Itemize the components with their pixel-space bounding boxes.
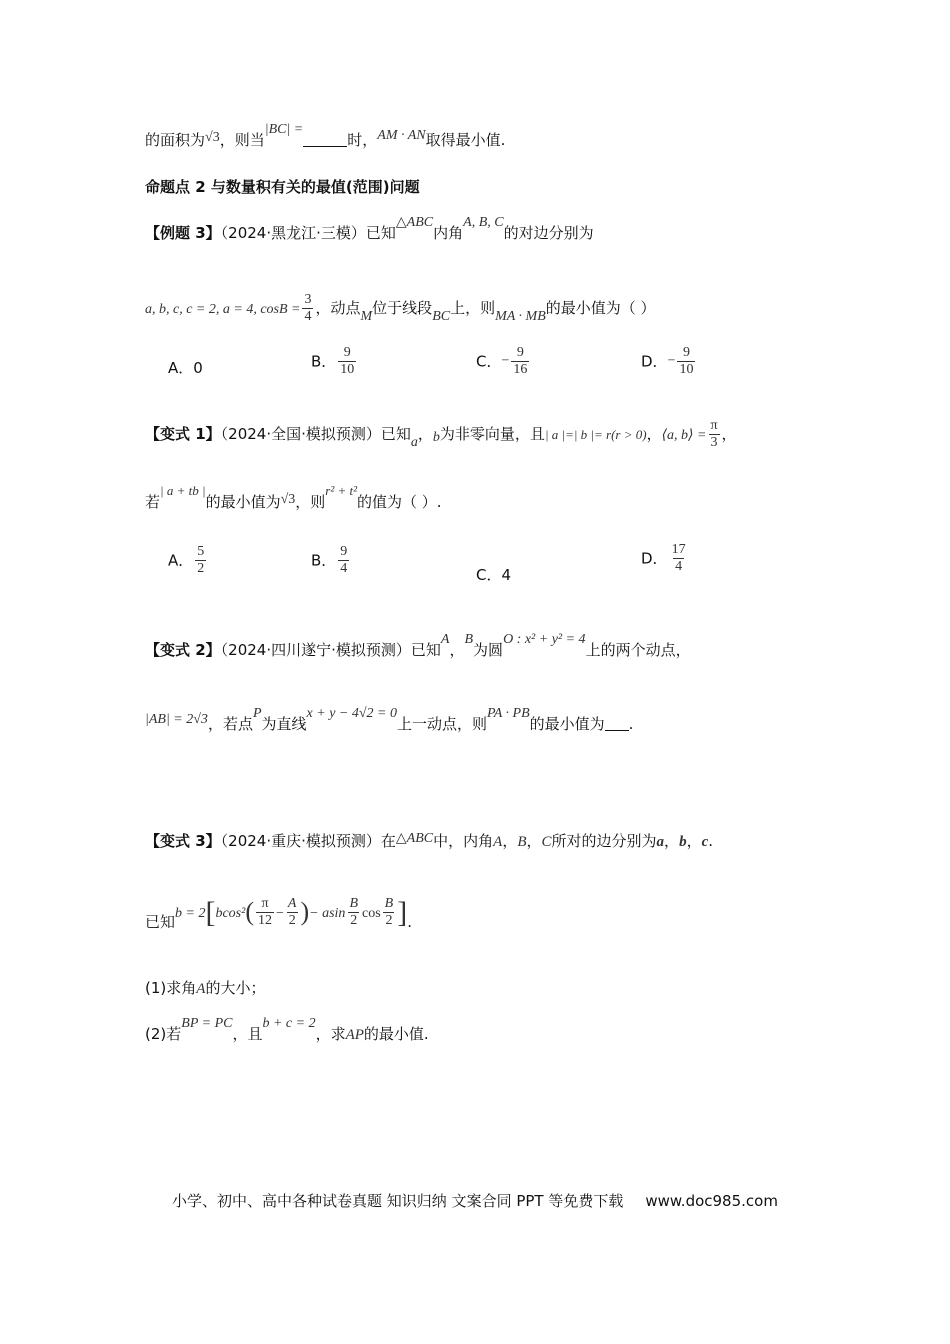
option-label: B．	[311, 551, 337, 570]
option-label: A．	[168, 551, 194, 570]
math-triangle: △ABC	[395, 831, 434, 846]
option-label: B．	[311, 352, 337, 371]
variant-3-question-2	[145, 1016, 429, 1048]
option-a[interactable]	[168, 356, 203, 380]
option-b[interactable]	[311, 345, 358, 378]
math-a-plus-tb: | a + tb |	[160, 483, 206, 498]
frac-num: 17	[671, 542, 686, 557]
math-circle: O : x² + y² = 4	[503, 632, 586, 647]
right-paren-icon: )	[300, 897, 310, 926]
variant-label: 【变式 2】	[145, 641, 221, 659]
frac-den: 4	[675, 559, 683, 574]
text: 已知	[380, 425, 411, 443]
frac-num: π	[261, 896, 269, 911]
option-b[interactable]	[311, 544, 351, 577]
math-line-equation: x + y − 4√2 = 0	[306, 706, 397, 721]
text: 的对边分别为	[503, 224, 594, 242]
example-3-line2	[145, 292, 656, 325]
page-footer	[0, 1190, 950, 1211]
option-fraction	[338, 544, 349, 577]
math-M: M	[360, 309, 373, 324]
frac-den: 10	[679, 362, 694, 377]
text: ，	[664, 832, 680, 850]
text: ，且	[232, 1025, 263, 1043]
text: 为非零向量，且	[439, 425, 545, 443]
option-d[interactable]	[641, 542, 690, 575]
text: 的最小值.	[363, 1025, 429, 1043]
answer-blank	[605, 714, 629, 731]
frac-num: 3	[304, 292, 312, 307]
variant-1-line1	[145, 418, 737, 451]
frac-den: 2	[385, 913, 393, 928]
option-label: C．4	[476, 566, 512, 584]
section-title: 命题点 2 与数量积有关的最值(范围)问题	[145, 178, 420, 196]
text: ，	[721, 425, 737, 443]
variant-3-line1	[145, 829, 713, 855]
question-label: (1)	[145, 979, 167, 997]
math-B: B	[517, 834, 527, 850]
variant-2-line1	[145, 632, 691, 664]
text: 为直线	[261, 715, 307, 733]
option-fraction	[670, 542, 688, 575]
source: （2024·重庆·模拟预测）	[220, 832, 381, 850]
text: ，则	[295, 493, 326, 511]
frac-den: 2	[350, 913, 358, 928]
math-condition: a, b, c, c = 2, a = 4, cosB =	[145, 302, 301, 317]
text: 位于线段	[372, 299, 433, 317]
text: .	[407, 913, 413, 931]
frac-num: 5	[197, 544, 205, 559]
math-AP: AP	[345, 1027, 364, 1043]
option-label: D．	[641, 549, 668, 568]
text: ，若点	[207, 715, 253, 733]
math-b-plus-c: b + c = 2	[262, 1016, 316, 1031]
math-pa-pb: PA · PB	[487, 706, 530, 721]
continuation-line	[145, 122, 506, 154]
answer-blank	[303, 130, 347, 147]
math-vector-a: a	[410, 435, 418, 450]
option-c[interactable]	[476, 563, 511, 587]
text: 上一动点，则	[396, 715, 487, 733]
math-B: B	[464, 632, 474, 647]
variant-label: 【变式 1】	[145, 425, 221, 443]
left-paren-icon: (	[245, 897, 254, 926]
frac-den: 4	[304, 309, 312, 324]
text: ，	[502, 832, 518, 850]
right-bracket-icon: ]	[397, 896, 408, 929]
math-a: a	[656, 834, 665, 850]
option-fraction	[338, 345, 356, 378]
text: ，动点	[315, 299, 361, 317]
text: ，则当	[219, 131, 265, 149]
math-bc: |BC| =	[264, 122, 304, 137]
text: 上，则	[450, 299, 496, 317]
left-bracket-icon: [	[205, 896, 216, 929]
footer-text: 小学、初中、高中各种试卷真题 知识归纳 文案合同 PPT 等免费下载	[172, 1192, 624, 1210]
math-r2-t2: r² + t²	[325, 483, 358, 498]
math-A: A	[493, 834, 503, 850]
text: 上的两个动点，	[585, 641, 691, 659]
frac-num: 9	[516, 345, 524, 360]
math-cos: cos	[362, 906, 381, 921]
math-c: c	[701, 834, 709, 850]
text: 取得最小值.	[425, 131, 506, 149]
text: 已知	[410, 641, 441, 659]
frac-den: 4	[340, 561, 348, 576]
text: ，	[417, 425, 433, 443]
option-label: C．	[476, 352, 502, 371]
frac-den: 3	[710, 435, 718, 450]
option-c[interactable]	[476, 345, 531, 378]
text: 为圆	[473, 641, 504, 659]
frac-num: 9	[343, 345, 351, 360]
text: 的大小；	[205, 979, 266, 997]
text: 求角	[166, 979, 197, 997]
math-vector-b: b	[432, 430, 440, 445]
source: （2024·黑龙江·三模）	[220, 224, 366, 242]
text: 的最小值为	[205, 493, 281, 511]
example-label: 【例题 3】	[145, 224, 221, 242]
fraction-B-2	[383, 896, 396, 929]
text: 若	[166, 1025, 182, 1043]
math-angle: ⟨a, b⟩ =	[661, 428, 707, 443]
variant-2-line2	[145, 706, 634, 738]
option-fraction	[511, 345, 529, 378]
math-A: A	[440, 632, 450, 647]
text: 已知	[365, 224, 396, 242]
frac-den: 16	[513, 362, 528, 377]
math-b: b	[679, 834, 687, 850]
option-fraction	[677, 345, 695, 378]
frac-den: 10	[340, 362, 355, 377]
minus-sign: −	[667, 353, 676, 369]
math-BC: BC	[432, 309, 451, 324]
frac-num: B	[384, 896, 394, 911]
math-am-an: AM · AN	[377, 128, 426, 143]
math-asin: − asin	[309, 906, 346, 921]
option-d[interactable]	[641, 345, 697, 378]
variant-label: 【变式 3】	[145, 832, 221, 850]
text: 的面积为	[145, 131, 206, 149]
text: 所对的边分别为	[551, 832, 657, 850]
frac-num: A	[287, 896, 297, 911]
example-3-line1	[145, 215, 594, 247]
option-label: D．	[641, 352, 668, 371]
text: ，求	[315, 1025, 346, 1043]
text: ，	[449, 641, 465, 659]
frac-den: 2	[288, 913, 296, 928]
text: ，	[646, 425, 662, 443]
math-C: C	[541, 834, 552, 850]
text: .	[708, 832, 714, 850]
frac-num: π	[710, 418, 718, 433]
frac-den: 2	[197, 561, 205, 576]
math-ab-length: |AB| = 2√3	[145, 712, 208, 727]
fraction-pi-12	[256, 896, 274, 929]
fraction-B-2	[347, 896, 360, 929]
option-label: A．0	[168, 359, 203, 377]
math-b-eq: b = 2	[175, 906, 206, 921]
text: 若	[145, 493, 161, 511]
text: ，	[686, 832, 702, 850]
math-modulus: | a |=| b |= r(r > 0)	[544, 427, 647, 442]
math-bcos2: bcos²	[215, 906, 246, 921]
frac-num: B	[349, 896, 358, 911]
fraction-A-2	[286, 896, 299, 929]
option-fraction	[195, 544, 206, 577]
text: 内角	[433, 224, 464, 242]
math-ma-mb: MA · MB	[495, 309, 546, 324]
variant-3-question-1	[145, 976, 265, 1001]
math-sqrt3: √3	[280, 492, 296, 507]
text: ，	[526, 832, 542, 850]
text: 时，	[347, 131, 378, 149]
text: .	[628, 715, 634, 733]
frac-num: 9	[340, 544, 348, 559]
text: 中，内角	[433, 832, 494, 850]
text: 的最小值为	[529, 715, 605, 733]
source: （2024·全国·模拟预测）	[220, 425, 381, 443]
frac-num: 9	[682, 345, 690, 360]
fraction-pi-3	[708, 418, 719, 451]
math-P: P	[252, 706, 262, 721]
frac-den: 12	[258, 913, 272, 928]
question-label: (2)	[145, 1025, 167, 1043]
text: 的值为（ ）.	[357, 493, 442, 511]
variant-1-line2	[145, 483, 442, 516]
variant-3-formula	[145, 888, 412, 946]
text: 的最小值为（ ）	[545, 299, 656, 317]
math-sqrt3: √3	[205, 130, 220, 145]
math-abc: A, B, C	[463, 215, 504, 230]
math-bp-pc: BP = PC	[181, 1016, 233, 1031]
minus-sign: −	[276, 906, 284, 921]
text: 在	[380, 832, 396, 850]
math-triangle: △ABC	[395, 215, 434, 230]
fraction-3-4	[302, 292, 313, 325]
source: （2024·四川遂宁·模拟预测）	[220, 641, 411, 659]
minus-sign: −	[501, 353, 510, 369]
option-a[interactable]	[168, 544, 208, 577]
text: 已知	[145, 913, 176, 931]
footer-link[interactable]: www.doc985.com	[645, 1192, 778, 1210]
math-A: A	[196, 981, 206, 997]
